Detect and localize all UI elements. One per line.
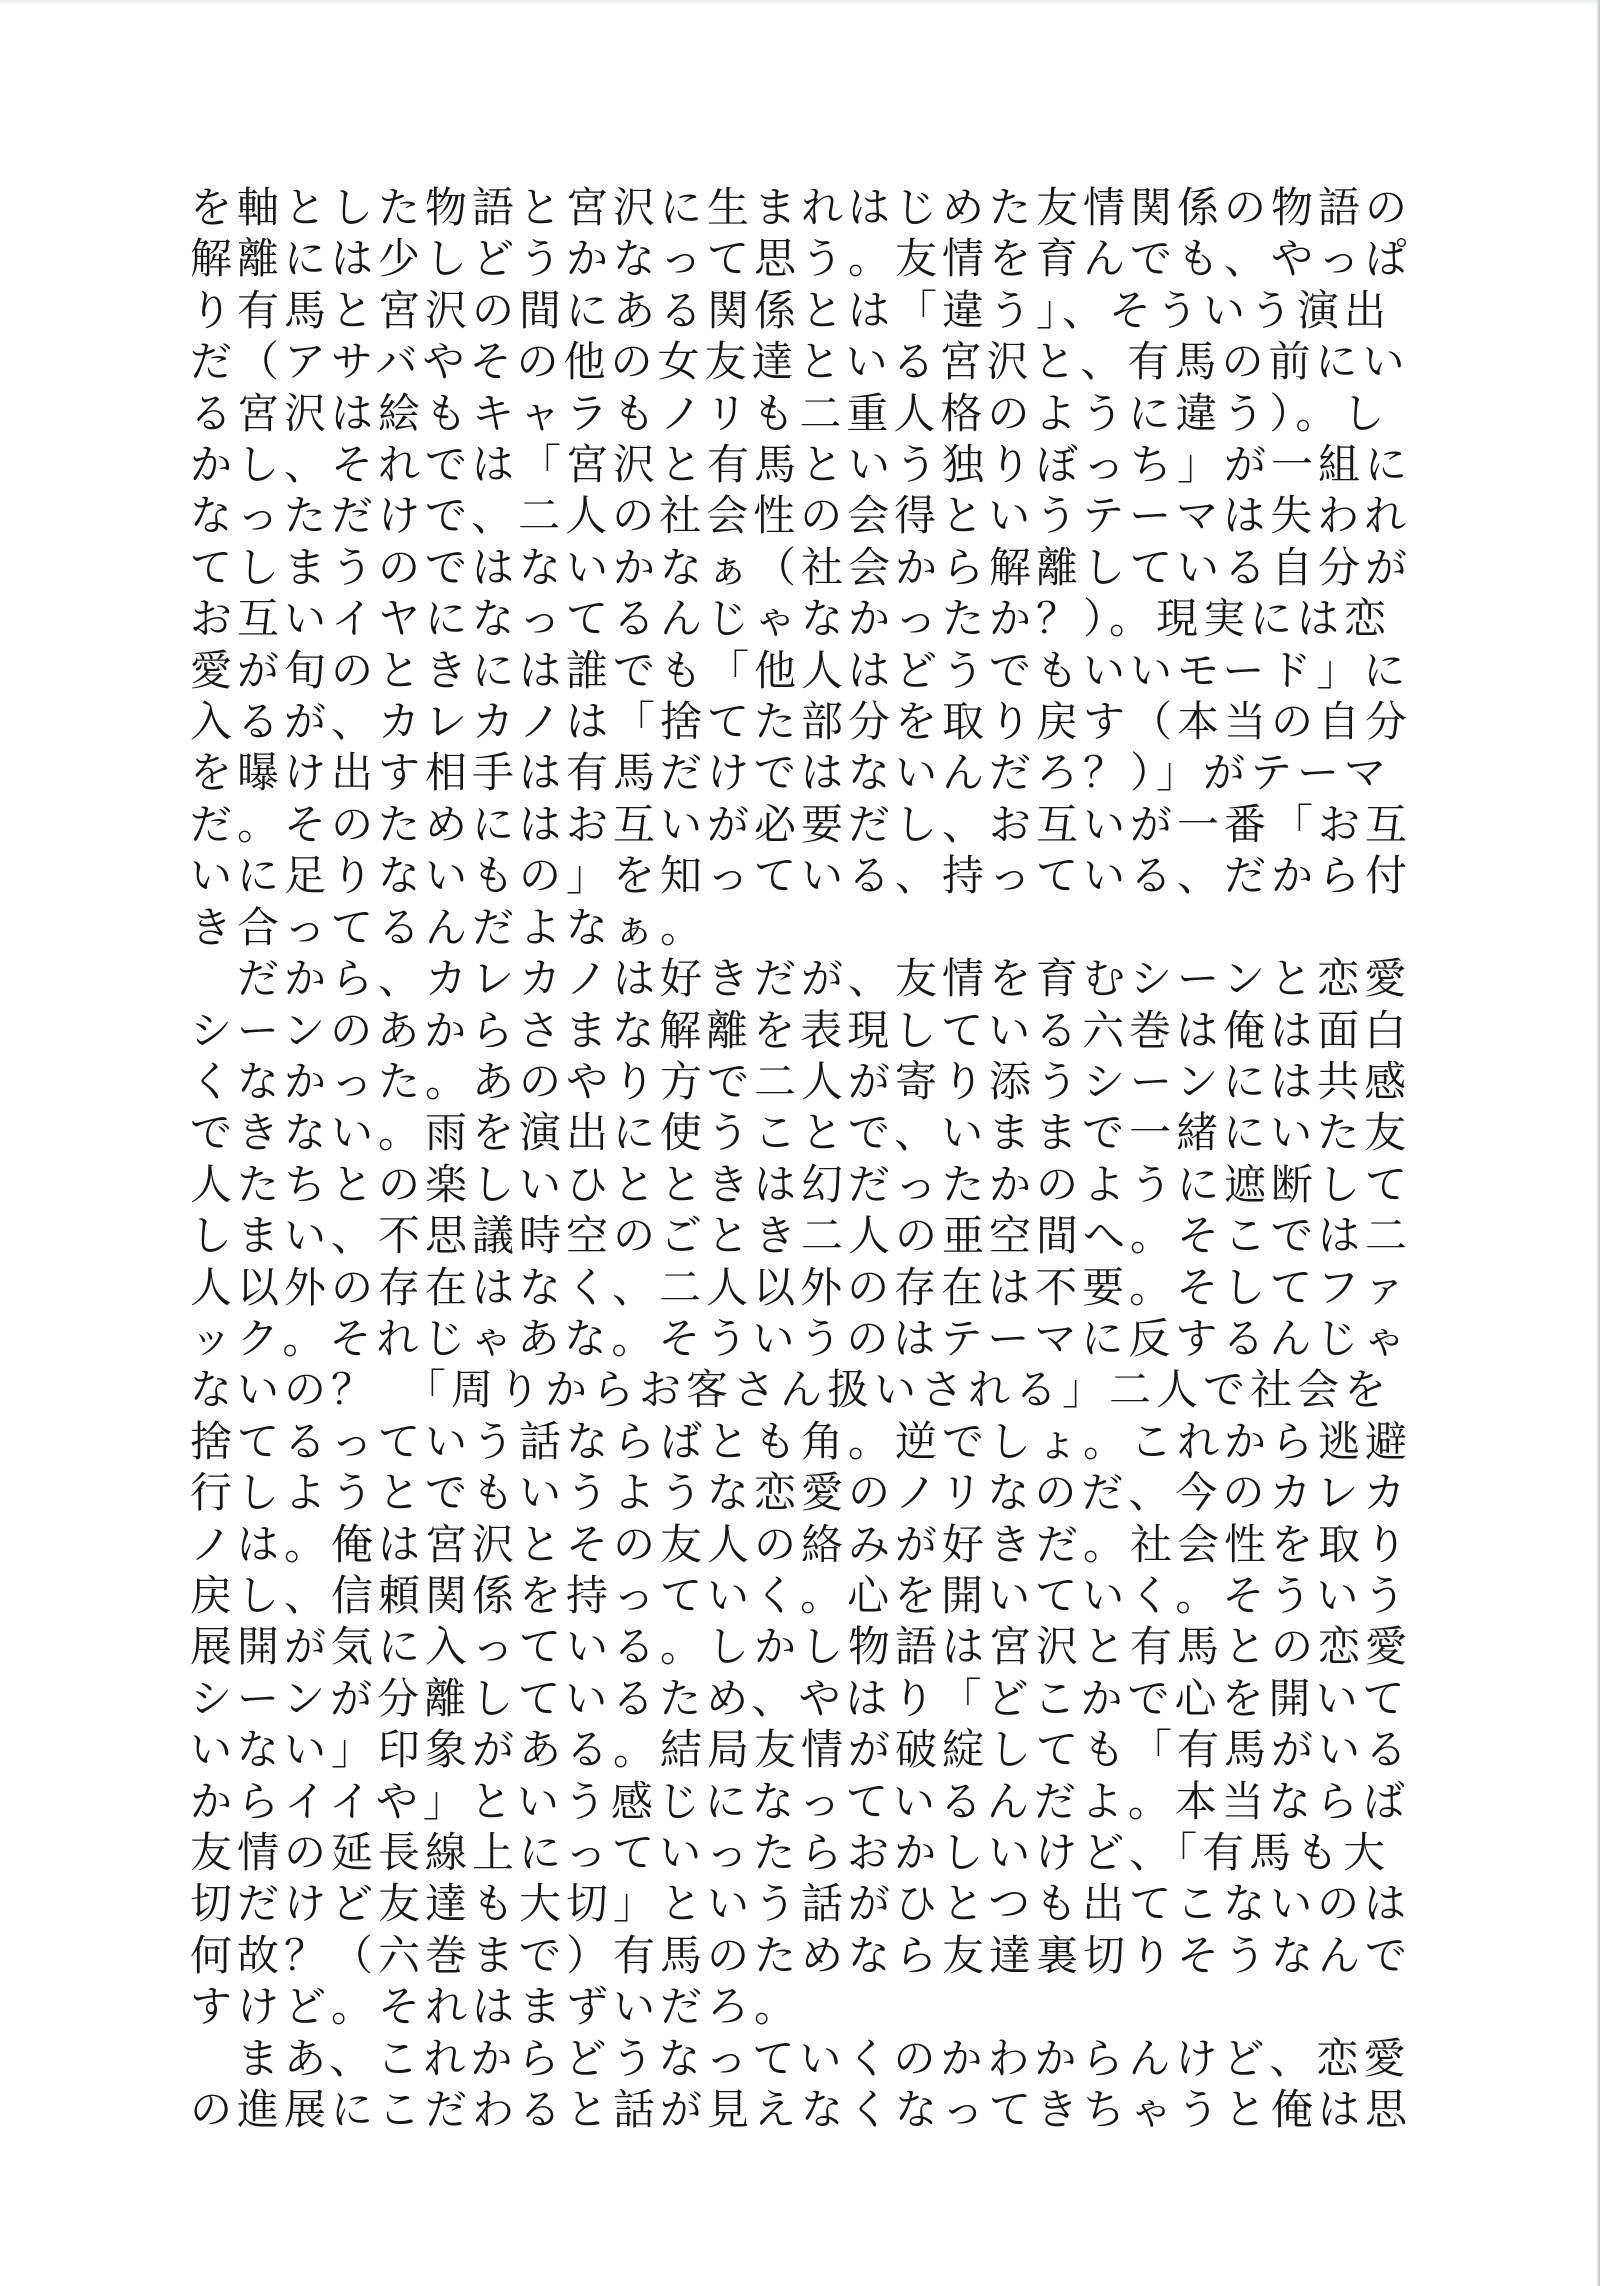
text-line: ック。それじゃあな。そういうのはテーマに反するんじゃ <box>190 1313 1411 1363</box>
text-line: 行しようとでもいうような恋愛のノリなのだ、今のカレカ <box>190 1468 1411 1518</box>
text-line: からイイや」という感じになっているんだよ。本当ならば <box>190 1776 1410 1826</box>
text-line: を曝け出す相手は有馬だけではないんだろ？）」がテーマ <box>190 748 1392 798</box>
text-block <box>190 182 1475 2135</box>
text-line: お互いイヤになってるんじゃなかったか？）。現実には恋 <box>190 594 1392 644</box>
text-line: の進展にこだわると話が見えなくなってきちゃうと俺は思 <box>190 2085 1413 2135</box>
text-line: シーンが分離しているため、やはり「どこかで心を開いて <box>190 1673 1410 1723</box>
text-line: 友情の延長線上にっていったらおかしいけど、「有馬も大 <box>190 1828 1391 1877</box>
text-line: 切だけど友達も大切」という話がひとつも出てこないのは <box>190 1879 1412 1929</box>
text-line: り有馬と宮沢の間にある関係とは「違う」、そういう演出 <box>190 285 1392 335</box>
text-line: 人たちとの楽しいひとときは幻だったかのように遮断して <box>190 1159 1413 1209</box>
text-line: だから、カレカノは好きだが、友情を育むシーンと恋愛 <box>190 954 1412 1004</box>
text-line: を軸とした物語と宮沢に生まれはじめた友情関係の物語の <box>190 183 1413 232</box>
text-line: しまい、不思議時空のごとき二人の亜空間へ。そこでは二 <box>190 1211 1413 1261</box>
text-line: 人以外の存在はなく、二人以外の存在は不要。そしてファ <box>190 1262 1411 1312</box>
text-line: かし、それでは「宮沢と有馬という独りぼっち」が一組に <box>190 440 1413 490</box>
text-line: シーンのあからさまな解離を表現している六巻は俺は面白 <box>190 1005 1412 1055</box>
scan-edge-top <box>0 0 1600 5</box>
text-line: だ（アサバやその他の女友達といる宮沢と、有馬の前にい <box>190 337 1410 387</box>
text-line: てしまうのではないかなぁ（社会から解離している自分が <box>190 542 1413 592</box>
text-line: 入るが、カレカノは「捨てた部分を取り戻す（本当の自分 <box>190 697 1413 747</box>
text-line: なっただけで、二人の社会性の会得というテーマは失われ <box>190 491 1412 541</box>
text-line: だ。そのためにはお互いが必要だし、お互いが一番「お互 <box>190 799 1413 849</box>
scan-edge-right <box>1596 0 1600 2286</box>
text-line: 捨てるっていう話ならばとも角。逆でしょ。これから逃避 <box>190 1416 1413 1466</box>
text-line: くなかった。あのやり方で二人が寄り添うシーンには共感 <box>190 1056 1412 1106</box>
text-line: 解離には少しどうかなって思う。友情を育んでも、やっぱ <box>190 234 1413 284</box>
text-line: 何故？（六巻まで）有馬のためなら友達裏切りそうなんで <box>190 1930 1413 1980</box>
text-line: 戻し、信頼関係を持っていく。心を開いていく。そういう <box>190 1570 1411 1620</box>
text-line: ないの？ 「周りからお客さん扱いされる」二人で社会を <box>190 1365 1392 1415</box>
text-line: 愛が旬のときには誰でも「他人はどうでもいいモード」に <box>190 645 1411 695</box>
text-line: すけど。それはまずいだろ。 <box>190 1982 802 2032</box>
text-line: 展開が気に入っている。しかし物語は宮沢と有馬との恋愛 <box>190 1622 1413 1672</box>
text-line: まあ、これからどうなっていくのかわからんけど、恋愛 <box>190 2033 1411 2083</box>
text-line: できない。雨を演出に使うことで、いままで一緒にいた友 <box>190 1108 1412 1158</box>
text-line: いに足りないもの」を知っている、持っている、だから付 <box>190 851 1413 901</box>
text-line: き合ってるんだよなぁ。 <box>190 902 708 952</box>
text-line: いない」印象がある。結局友情が破綻しても「有馬がいる <box>190 1725 1413 1775</box>
text-line: ノは。俺は宮沢とその友人の絡みが好きだ。社会性を取り <box>190 1519 1413 1569</box>
text-line: る宮沢は絵もキャラもノリも二重人格のように違う）。し <box>190 388 1390 438</box>
